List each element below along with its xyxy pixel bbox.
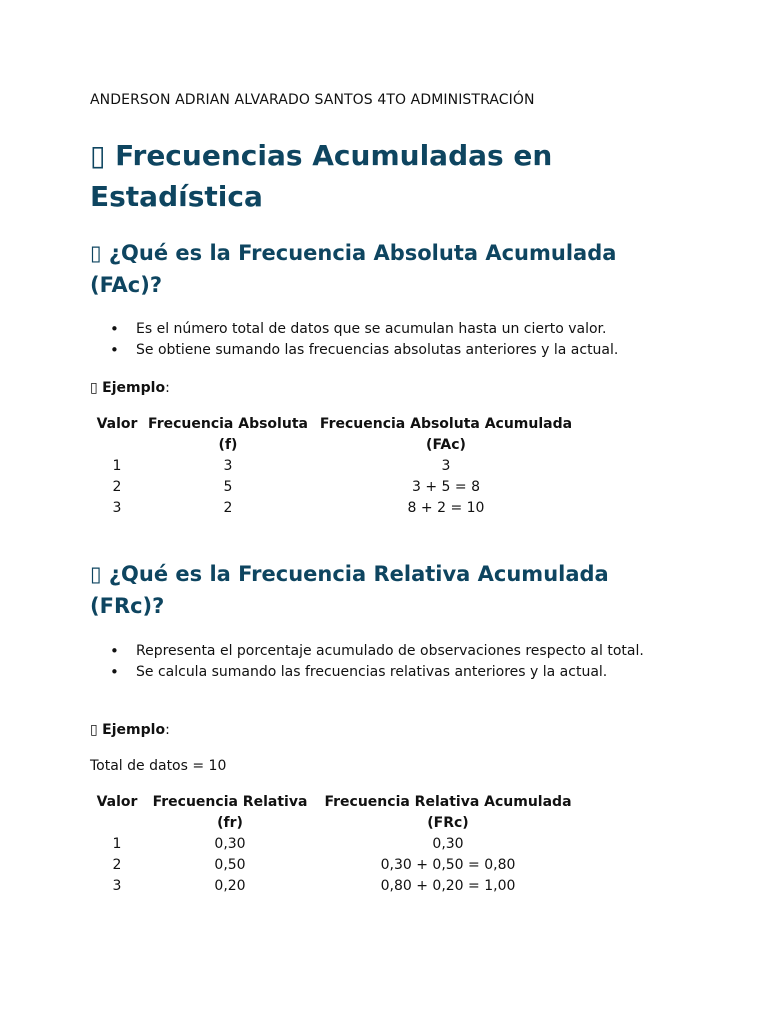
table-cell: 1 (112, 836, 122, 852)
table-cell: 3 + 5 = 8 (412, 479, 480, 495)
table-header-row (90, 414, 580, 456)
list-item: • Es el número total de datos que se acumulan hasta un cierto valor. (90, 319, 660, 340)
table-cell: 0,80 + 0,20 = 1,00 (380, 878, 516, 894)
section2-heading-text: ¿Qué es la Frecuencia Relativa Acumulada (FRc)? (90, 562, 609, 618)
table-cell: 0,30 (432, 836, 464, 852)
title-placeholder-icon: ▯ (90, 139, 106, 172)
section1-heading-text: ¿Qué es la Frecuencia Absoluta Acumulada (FAc)? (90, 241, 617, 297)
table-cell: 2 (112, 857, 122, 873)
section2-placeholder-icon: ▯ (90, 562, 102, 586)
table-row (90, 477, 580, 498)
table-header-row (90, 792, 580, 834)
table-header-cell: Frecuencia Relativa Acumulada (FRc) (324, 794, 572, 831)
example-placeholder-icon: ▯ (90, 722, 98, 738)
table-header-cell: Valor (96, 794, 138, 810)
total-data-text: Total de datos = 10 (90, 758, 227, 774)
example-colon: : (165, 722, 170, 738)
table-row (90, 498, 580, 519)
table-row (90, 855, 580, 876)
section2-heading (90, 558, 680, 622)
section2-example-label (90, 720, 170, 740)
section1-bullet-list (90, 319, 660, 361)
table-row (90, 456, 580, 477)
table-header-cell: Frecuencia Absoluta (f) (148, 416, 308, 453)
table-cell: 8 + 2 = 10 (407, 500, 485, 516)
example-placeholder-icon: ▯ (90, 380, 98, 396)
author-line: ANDERSON ADRIAN ALVARADO SANTOS 4TO ADMINISTRACIÓN (90, 92, 535, 108)
section1-placeholder-icon: ▯ (90, 241, 102, 265)
example-colon: : (165, 380, 170, 396)
fac-table (90, 414, 580, 519)
table-cell: 1 (112, 458, 122, 474)
table-cell: 2 (112, 479, 122, 495)
table-cell: 0,50 (214, 857, 246, 873)
table-cell: 3 (112, 500, 122, 516)
page-title (90, 135, 690, 217)
list-item: • Se obtiene sumando las frecuencias absolutas anteriores y la actual. (90, 340, 660, 361)
section1-heading (90, 237, 680, 301)
table-header-cell: Frecuencia Absoluta Acumulada (FAc) (319, 416, 573, 453)
table-cell: 3 (112, 878, 122, 894)
list-item: • Se calcula sumando las frecuencias relativas anteriores y la actual. (90, 662, 660, 683)
section2-bullet-list (90, 641, 660, 683)
example-label-text: Ejemplo (102, 380, 166, 396)
table-row (90, 876, 580, 897)
table-cell: 3 (223, 458, 233, 474)
frc-table (90, 792, 580, 897)
table-cell: 0,20 (214, 878, 246, 894)
example-label-text: Ejemplo (102, 722, 166, 738)
section1-example-label (90, 378, 170, 398)
table-cell: 5 (223, 479, 233, 495)
table-cell: 0,30 (214, 836, 246, 852)
page-title-text: Frecuencias Acumuladas en Estadística (90, 139, 553, 213)
table-row (90, 834, 580, 855)
list-item: • Representa el porcentaje acumulado de observaciones respecto al total. (90, 641, 660, 662)
table-header-cell: Valor (96, 416, 138, 432)
table-cell: 3 (441, 458, 451, 474)
table-header-cell: Frecuencia Relativa (fr) (152, 794, 308, 831)
table-cell: 2 (223, 500, 233, 516)
table-cell: 0,30 + 0,50 = 0,80 (380, 857, 516, 873)
